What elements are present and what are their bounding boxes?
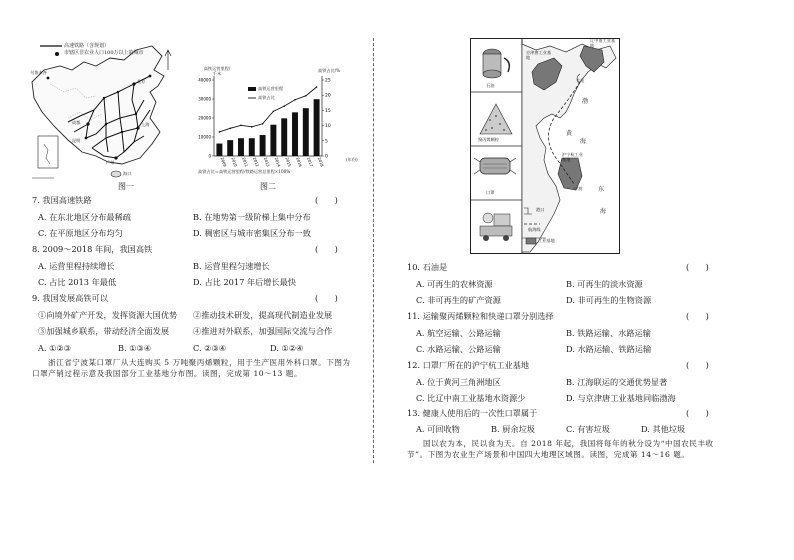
figure-1-caption: 图一 [118,182,134,191]
y-left-tick-label: 10000 [198,134,211,140]
y-right-axis-label: 高铁占比/% [318,68,341,73]
q10-option-c[interactable]: C. 非可再生的矿产资源 [416,295,501,305]
legend-port-label: 港口 [536,207,545,212]
legend-mileage-label: 高铁运营里程 [258,86,284,91]
q12-option-d[interactable]: D. 与京津唐工业基地同临渤海 [566,393,676,403]
point-ratio [273,111,275,113]
q9-option-b[interactable]: B. ①③④ [118,343,152,353]
q7-option-d[interactable]: D. 稠密区与城市密集区分布一致 [193,228,311,238]
bar-mileage [249,138,255,156]
sea-huang-hai: 海 [580,138,587,145]
q10-paren: ( ) [686,262,709,272]
city-label: 海口 [123,171,132,176]
x-tick-label: 2012 [252,156,261,168]
legend-base-label: 工业基地 [538,238,555,243]
q8-stem: 8. 2009～2018 年间，我国高铁 [32,244,153,254]
legend-hsr-label: 高速铁路（含规划） [64,43,110,49]
q9-statement-2: ②推动技术研发，提高现代制造业发展 [193,310,333,320]
q12-option-c[interactable]: C. 比辽中南工业基地水资源少 [416,393,526,403]
point-ratio [219,131,221,133]
q13-option-d[interactable]: D. 其他垃圾 [641,424,686,434]
y-right-tick-label: 0 [325,154,328,160]
figure-1-map [24,40,196,180]
chart-note: 高铁占比＝高铁运营里程/铁路运营总里程×100% [198,169,291,174]
q7-option-a[interactable]: A. 在东北地区分布最稀疏 [38,212,131,222]
q10-stem: 10. 石油是 [407,262,448,272]
q12-option-a[interactable]: A. 位于黄河三角洲地区 [416,377,501,387]
bar-mileage [270,125,276,156]
item-oil-label: 石油 [486,83,495,88]
q9-option-d[interactable]: D. ①②④ [270,343,304,353]
line-ratio [219,87,316,132]
x-tick-label: 2018 [316,156,325,168]
q11-paren: ( ) [686,311,709,321]
y-left-axis-label: 高铁运营里程/千米 [203,66,231,76]
item-pellet-label: 聚丙烯颗粒 [478,137,499,142]
q7-option-c[interactable]: C. 在平原地区分布均匀 [38,228,123,238]
point-ratio [305,95,307,97]
y-left-tick-label: 0 [208,153,211,159]
q13-stem: 13. 健康人使用后的一次性口罩属于 [407,408,538,418]
q12-option-b[interactable]: B. 江海联运的交通优势显著 [566,377,668,387]
bar-mileage [292,112,298,156]
y-right-tick-label: 5 [325,139,328,145]
bar-mileage [216,144,222,156]
point-ratio [240,124,242,126]
place-ningbo: 宁波 [574,186,583,191]
place-dalian: 大连 [576,78,585,83]
q9-paren: ( ) [315,293,338,303]
bar-mileage [260,135,266,156]
point-ratio [251,126,253,128]
legend-ratio-label: 高铁占比 [258,95,275,100]
x-tick-label: 2010 [230,156,239,168]
figure-2-chart [192,62,367,180]
q7-option-b[interactable]: B. 在地势第一级阶梯上集中分布 [193,212,311,222]
x-tick-label: 2016 [295,156,304,168]
y-left-tick-label: 20000 [198,115,211,121]
q13-option-c[interactable]: C. 有害垃圾 [566,424,610,434]
point-ratio [316,86,318,88]
y-right-tick-label: 15 [325,108,331,114]
x-tick-label: 2015 [284,156,293,168]
q12-stem: 12. 口罩厂所在的沪宁杭工业基地 [407,360,530,370]
x-tick-label: 2013 [262,156,271,168]
bar-mileage [281,118,287,156]
y-left-tick-label: 40000 [198,77,211,83]
base-huningbang-label: 沪宁杭工业基地 [562,152,583,162]
item-mask-label: 口罩 [486,190,495,195]
q9-option-a[interactable]: A. ①②③ [38,343,72,353]
production-map-svg [470,38,620,254]
q13-option-a[interactable]: A. 可回收物 [416,424,460,434]
figure-mask-production-map [470,38,620,254]
sea-huang: 黄 [566,130,573,137]
q7-stem: 7. 我国高速铁路 [32,195,92,205]
q8-option-d[interactable]: D. 占比 2017 年后增长最快 [193,277,297,287]
q9-statement-1: ①向境外矿产开发，发挥资源大国优势 [38,310,178,320]
y-right-tick-label: 25 [325,78,331,84]
q11-option-b[interactable]: B. 铁路运输、水路运输 [566,328,651,338]
q8-paren: ( ) [315,244,338,254]
bar-mileage [227,140,233,156]
sea-bo: 渤 [582,98,589,105]
q9-statement-4: ④推进对外联系，加强国际交流与合作 [193,326,333,336]
column-divider [373,38,374,463]
q9-statement-3: ③加强城乡联系，带动经济全面发展 [38,326,170,336]
legend-route-label: 航海线 [528,227,541,232]
city-label: 成都 [72,120,81,125]
city-label: 北京 [137,79,146,84]
city-label: 上海 [141,122,150,127]
y-right-tick-label: 20 [325,93,331,99]
point-ratio [262,123,264,125]
base-jingjintang-label: 京津唐工业基地 [526,50,552,60]
q12-paren: ( ) [686,360,709,370]
hsr-chart-svg [192,62,367,180]
bar-mileage [303,108,309,156]
y-left-tick-label: 30000 [198,96,211,102]
china-hsr-map [24,40,196,180]
city-label: 昆明 [72,138,81,143]
q13-option-b[interactable]: B. 厨余垃圾 [491,424,535,434]
q11-option-a[interactable]: A. 航空运输、公路运输 [416,328,501,338]
x-tick-label: 2011 [241,156,250,168]
point-ratio [229,128,231,130]
point-ratio [294,99,296,101]
q7-paren: ( ) [315,195,338,205]
city-label: 广州 [106,160,115,165]
q10-option-a[interactable]: A. 可再生的农林资源 [416,279,493,289]
x-tick-label: 2017 [306,156,315,168]
figure-2-caption: 图二 [260,182,276,191]
x-tick-label: 2009 [219,156,228,168]
q8-option-c[interactable]: C. 占比 2013 年最低 [38,277,117,287]
passage-10-13: 浙江省宁波某口罩厂从大连购买 5 万吨聚丙烯颗粒，用于生产医用外科口罩。下图为口罩产销过程示意及我国部分工业基地分布图。读图，完成第 10～13 题。 [32,358,351,378]
q9-option-c[interactable]: C. ②③④ [193,343,227,353]
q9-stem: 9. 我国发展高铁可以 [32,293,108,303]
passage-14-16: 国以农为本，民以食为天。自 2018 年起，我国将每年的秋分设为“中国农民丰收节”。下图为农业生产场景和中国四大地理区域图。读图，完成第 14～16 题。 [407,439,714,459]
x-unit-label: (年份) [346,157,358,162]
q11-option-c[interactable]: C. 水路运输、公路运输 [416,344,501,354]
q10-option-d[interactable]: D. 非可再生的生物资源 [566,295,652,305]
legend-city-dot [54,51,60,57]
y-right-tick-label: 10 [325,124,331,130]
q11-stem: 11. 运输聚丙烯颗粒和快递口罩分别选择 [407,311,554,321]
bar-mileage [238,138,244,156]
bar-mileage [314,99,320,156]
legend-mileage-swatch [248,87,256,91]
legend-city-label: 市辖区非农业人口100万以上的城市 [64,50,144,56]
q8-option-a[interactable]: A. 运营里程持续增长 [38,261,115,271]
x-tick-label: 2014 [273,156,282,168]
q13-paren: ( ) [686,408,709,418]
q11-option-d[interactable]: D. 水路运输、铁路运输 [566,344,652,354]
legend-hsr-line [40,43,62,49]
point-ratio [283,105,285,107]
sea-dong-hai: 海 [600,208,607,215]
base-liaozhongnan-label: 辽中南工业基地 [590,38,616,48]
q10-option-b[interactable]: B. 可再生的淡水资源 [566,279,643,289]
q8-option-b[interactable]: B. 运营里程匀速增长 [193,261,270,271]
city-label: 乌鲁木齐 [30,70,47,75]
sea-dong: 东 [598,186,605,193]
